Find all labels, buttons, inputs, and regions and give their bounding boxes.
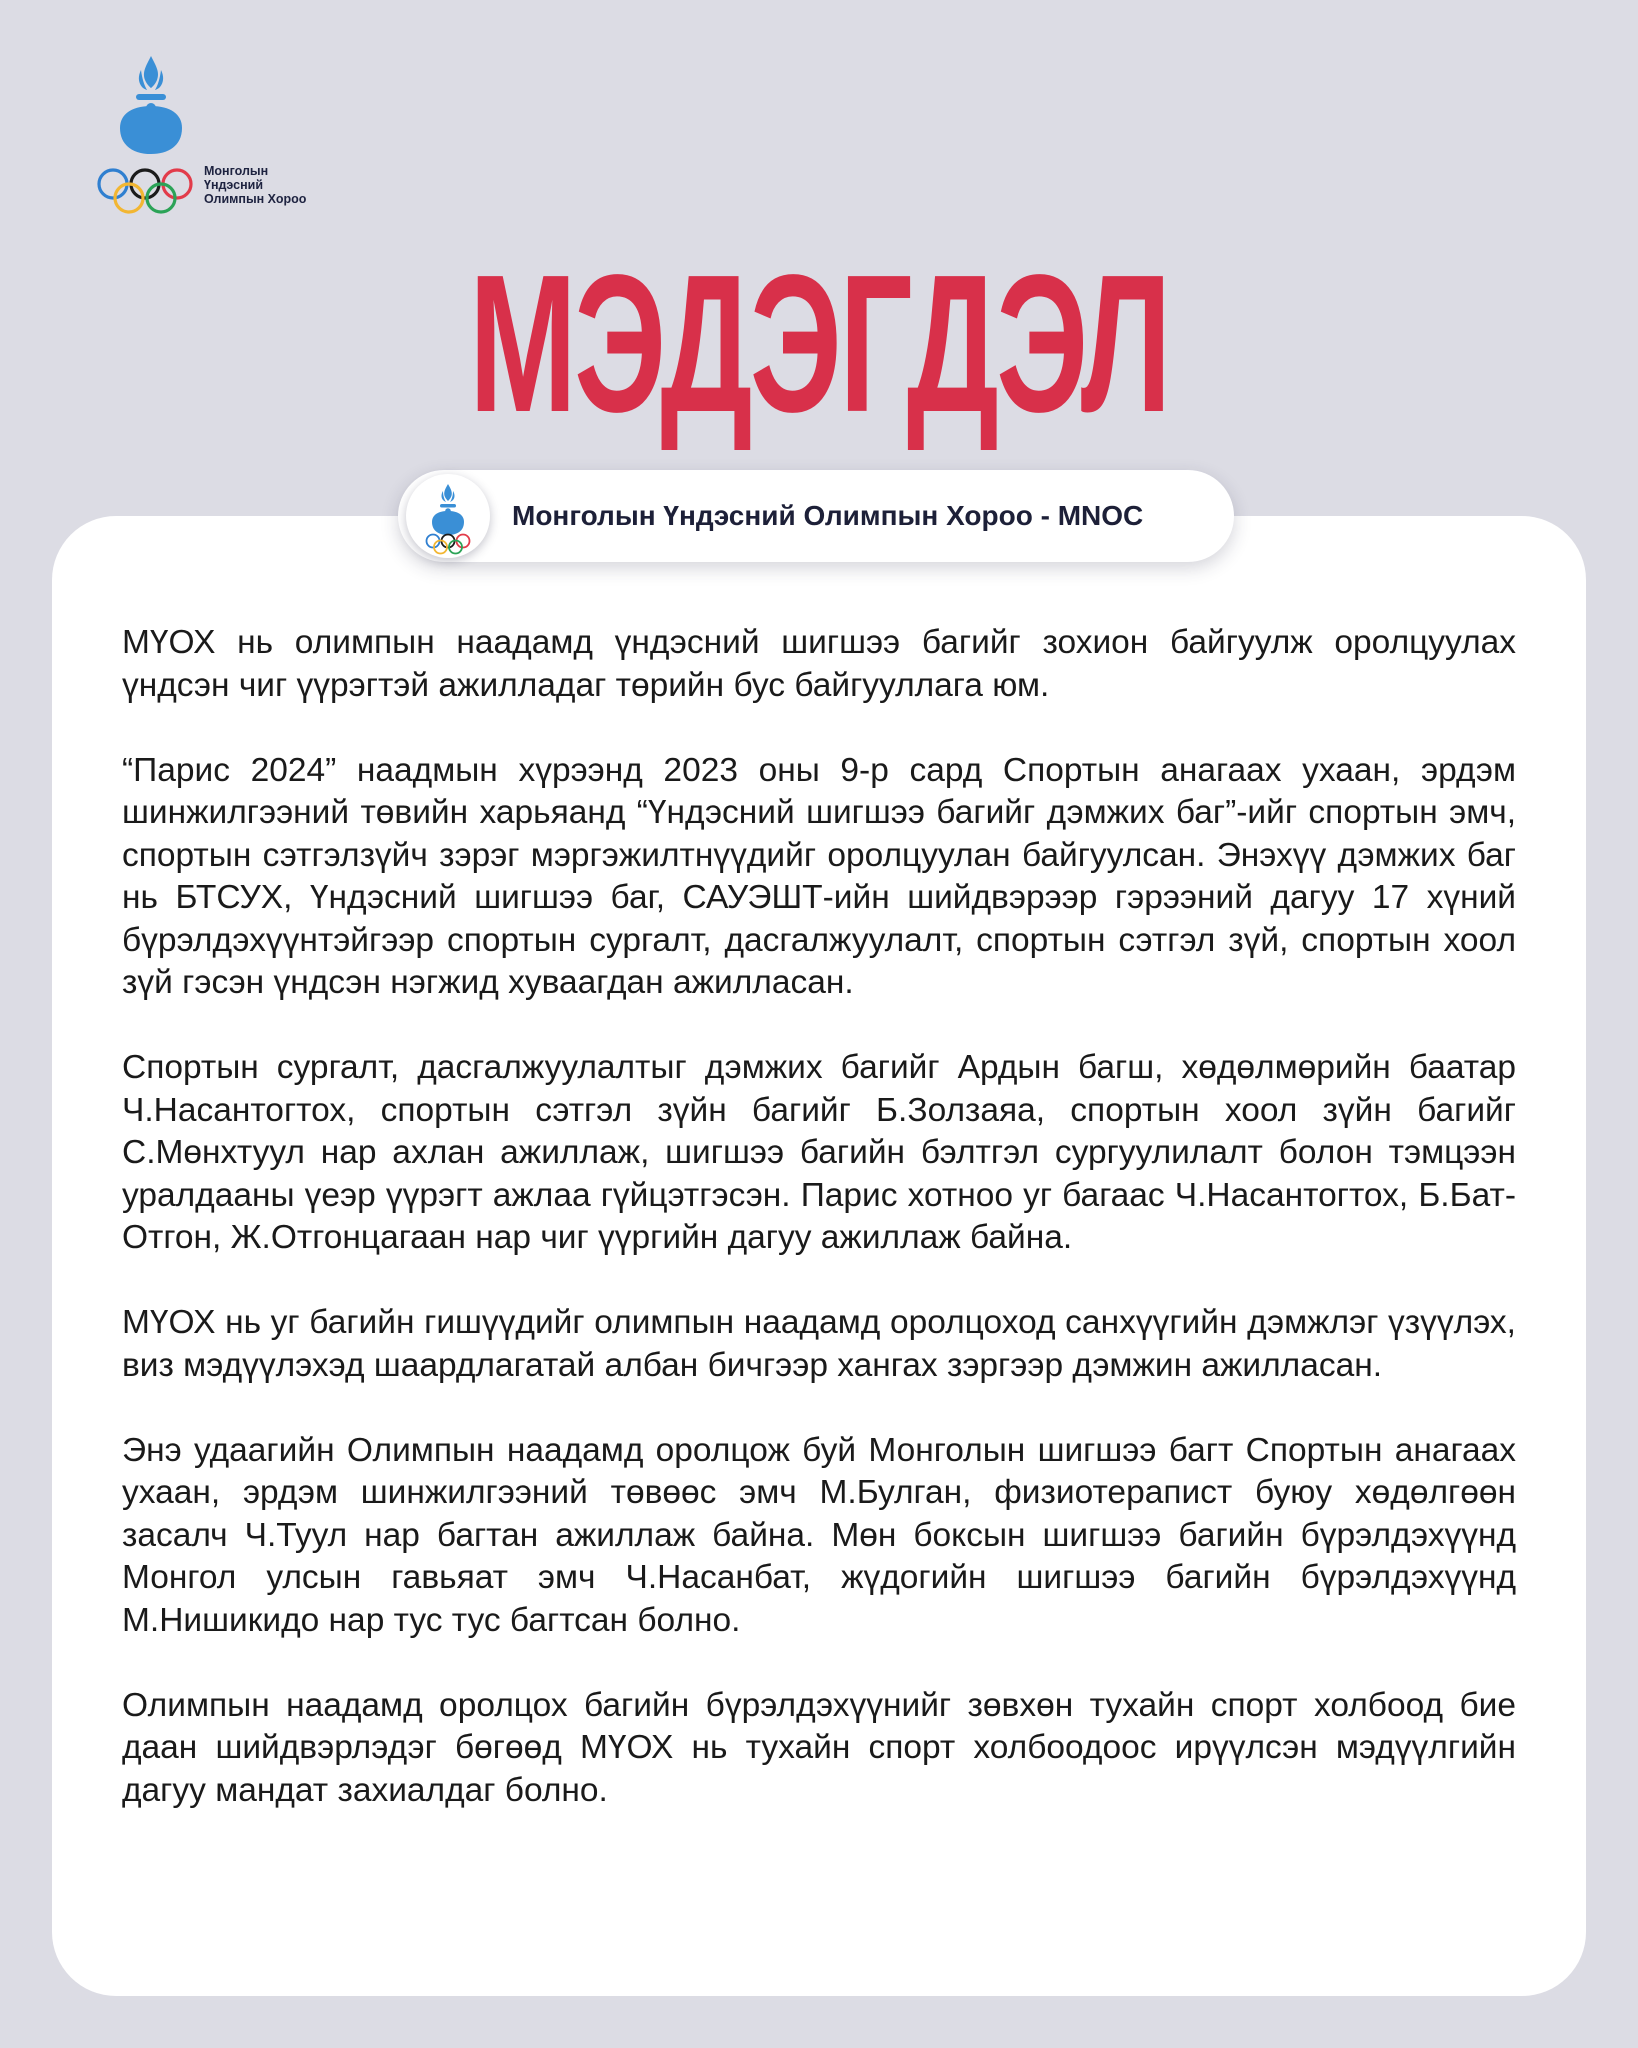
paragraph: Спортын сургалт, дасгалжуулалтыг дэмжих багийг Ардын багш, хөдөлмөрийн баатар Ч.Насантогтох, спортын сэтгэл зүйн багийг Б.Золзаяа, спортын хоол зүйн багийг С.Мөнхтуул нар ахлан ажиллаж, шигшээ багийн бэлтгэл сургуулилалт болон тэмцээн уралдааны үеэр үүрэгт ажлаа гүйцэтгэсэн. Парис хотноо уг багаас Ч.Насантогтох, Б.Бат-Отгон, Ж.Отгонцагаан нар чиг үүргийн дагуу ажиллаж байна.: [122, 1049, 1516, 1256]
organization-pill: [398, 470, 1234, 562]
olympic-emblem-icon: [96, 52, 206, 222]
organization-name: Монголын Үндэсний Олимпын Хороо - MNOC: [512, 500, 1144, 531]
paragraph: МҮОХ нь олимпын наадамд үндэсний шигшээ багийг зохион байгуулж оролцуулах үндсэн чиг үүрэгтэй ажилладаг төрийн бус байгууллага юм.: [122, 624, 1516, 704]
paragraph: МҮОХ нь уг багийн гишүүдийг олимпын наадамд оролцоход санхүүгийн дэмжлэг үзүүлэх, виз мэдүүлэхэд шаардлагатай албан бичгээр хангах зэргээр дэмжин ажилласан.: [122, 1304, 1516, 1384]
org-logo-line-2: Үндэсний: [204, 178, 264, 192]
page-title: МЭДЭГДЭЛ: [469, 234, 1169, 453]
org-logo: [96, 52, 336, 222]
pill-avatar: [406, 474, 490, 558]
org-logo-line-3: Олимпын Хороо: [204, 192, 307, 206]
olympic-emblem-icon: [406, 474, 490, 558]
announcement-body: [122, 622, 1516, 1812]
paragraph: Олимпын наадамд оролцох багийн бүрэлдэхүүнийг зөвхөн тухайн спорт холбоод бие даан шийдвэрлэдэг бөгөөд МҮОХ нь тухайн спорт холбоодоос ирүүлсэн мэдүүлгийн дагуу мандат захиалдаг болно.: [122, 1686, 1516, 1809]
org-logo-text: [204, 164, 306, 206]
paragraph: Энэ удаагийн Олимпын наадамд оролцож буй Монголын шигшээ багт Спортын анагаах ухаан, эрдэм шинжилгээний төвөөс эмч М.Булган, физиотерапист буюу хөдөлгөөн засалч Ч.Туул нар багтан ажиллаж байна. Мөн боксын шигшээ багийн бүрэлдэхүүнд Монгол улсын гавьяат эмч Ч.Насанбат, жүдогийн шигшээ багийн бүрэлдэхүүнд М.Нишикидо нар тус тус багтсан болно.: [122, 1431, 1516, 1639]
org-logo-line-1: Монголын: [204, 164, 269, 178]
paragraph: “Парис 2024” наадмын хүрээнд 2023 оны 9-р сард Спортын анагаах ухаан, эрдэм шинжилгээний төвийн харьяанд “Үндэсний шигшээ багийг дэмжих баг”-ийг спортын эмч, спортын сэтгэлзүйч зэрэг мэргэжилтнүүдийг оролцуулан байгуулсан. Энэхүү дэмжих баг нь БТСУХ, Үндэсний шигшээ баг, САУЭШТ-ийн шийдвэрээр гэрээний дагуу 17 хүний бүрэлдэхүүнтэйгээр спортын сургалт, дасгалжуулалт, спортын сэтгэл зүй, спортын хоол зүй гэсэн үндсэн нэгжид хуваагдан ажилласан.: [122, 751, 1516, 1001]
